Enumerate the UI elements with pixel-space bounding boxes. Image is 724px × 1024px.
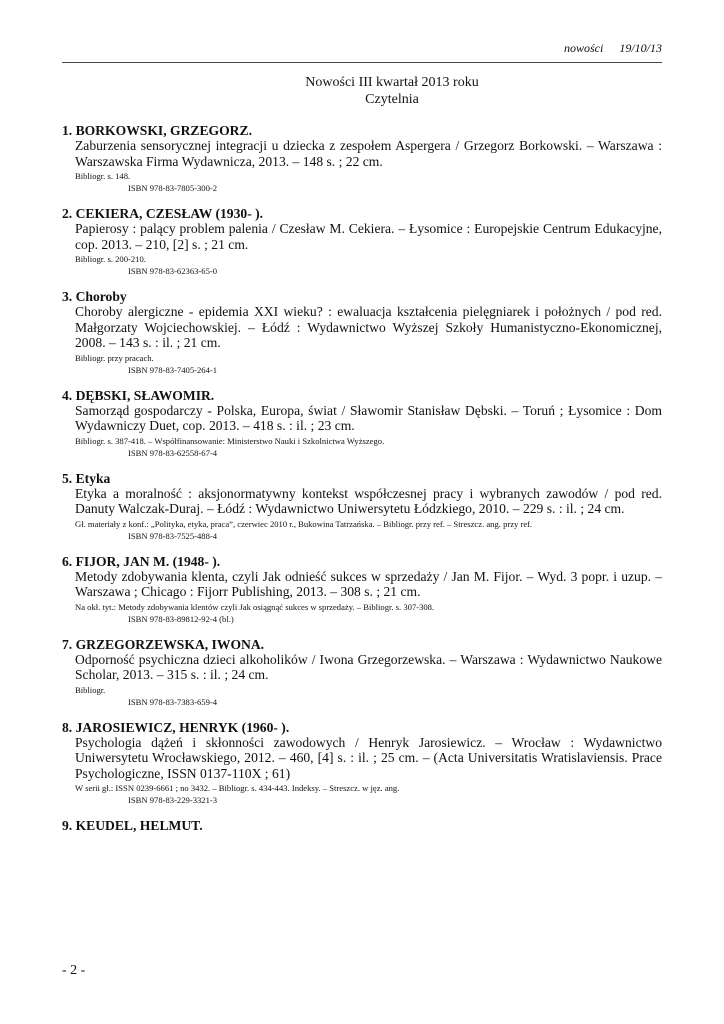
document-titles: [0, 74, 724, 108]
entry-description: Zaburzenia sensorycznej integracji u dziecka z zespołem Aspergera / Grzegorz Borkowski. – Warszawa : Warszawska Firma Wydawnicza, 2013. – 148 s. ; 22 cm.: [75, 138, 662, 169]
entry-isbn: ISBN 978-83-7383-659-4: [128, 696, 218, 707]
entry-isbn: ISBN 978-83-62363-65-0: [128, 266, 218, 276]
entry-heading: 1. BORKOWSKI, GRZEGORZ.: [62, 123, 252, 138]
entry-heading: 7. GRZEGORZEWSKA, IWONA.: [62, 636, 265, 652]
entry-description: Metody zdobywania klenta, czyli Jak odnieść sukces w sprzedaży / Jan M. Fijor. – Wyd. 3 popr. i uzup. – Warszawa ; Chicago : Fijorr Publishing, 2013. – 308 s. ; 21 cm.: [75, 568, 662, 599]
entry-description: Etyka a moralność : aksjonormatywny kontekst współczesnej pracy i wybranych zawodów / pod red. Danuty Walczak-Duraj. – Łódź : Wydawnictwo Uniwersytetu Łódzkiego, 2010. – 229 s. : il. ; 24 cm.: [75, 485, 662, 516]
entry-description: Psychologia dążeń i skłonności zawodowych / Henryk Jarosiewicz. – Wrocław : Wydawnictwo Uniwersytetu Wrocławskiego, 2012. – 460, [4] s. : il. ; 25 cm. – (Acta Universitatis Wratislaviensis. Prace Psychologiczne, ISSN 0137-110X ; 61): [75, 734, 662, 781]
entry-isbn: ISBN 978-83-7805-300-2: [128, 183, 218, 193]
header-rule: [62, 62, 662, 63]
entry-list: [62, 123, 662, 845]
list-item: [62, 720, 662, 807]
entry-description: Papierosy : palący problem palenia / Czesław M. Cekiera. – Łysomice : Europejskie Centrum Edukacyjne, cop. 2013. – 210, [2] s. ; 21 cm.: [75, 221, 662, 252]
entry-note: Bibliogr. s. 387-418. – Współfinansowanie: Ministerstwo Nauki i Szkolnictwa Wyższego.: [75, 435, 385, 446]
list-item: [62, 637, 662, 708]
entry-note: Bibliogr. przy pracach.: [75, 352, 154, 363]
list-item: [62, 289, 662, 376]
entry-heading: 8. JAROSIEWICZ, HENRYK (1960- ).: [62, 719, 290, 735]
entry-description: Samorząd gospodarczy - Polska, Europa, świat / Sławomir Stanisław Dębski. – Toruń ; Łysomice : Dom Wydawniczy Duet, cop. 2013. – 418 s. : il. ; 23 cm.: [75, 402, 662, 433]
entry-isbn: ISBN 978-83-7405-264-1: [128, 364, 218, 375]
entry-note: Gł. materiały z konf.: „Polityka, etyka, praca”, czerwiec 2010 r., Bukowina Tatrzańska. – Bibliogr. przy ref. – Streszcz. ang. przy ref.: [75, 518, 533, 529]
page-subtitle: Czytelnia: [365, 92, 419, 107]
entry-note: Bibliogr.: [75, 684, 106, 695]
list-item: [62, 818, 662, 833]
entry-heading: 4. DĘBSKI, SŁAWOMIR.: [62, 387, 215, 403]
entry-heading: 5. Etyka: [62, 470, 111, 486]
entry-note: Na okł. tyt.: Metody zdobywania klentów czyli Jak osiągnąć sukces w sprzedaży. – Bibliogr. s. 307-308.: [75, 601, 435, 612]
entry-isbn: ISBN 978-83-229-3321-3: [128, 795, 218, 805]
header-date: 19/10/13: [619, 41, 662, 55]
list-item: [62, 471, 662, 542]
running-header: [564, 41, 662, 56]
list-item: [62, 554, 662, 625]
header-label: nowości: [563, 41, 604, 55]
list-item: [62, 123, 662, 194]
entry-isbn: ISBN 978-83-62558-67-4: [128, 447, 218, 458]
entry-heading: 9. KEUDEL, HELMUT.: [62, 818, 203, 833]
list-item: [62, 206, 662, 277]
entry-heading: 3. Choroby: [62, 289, 127, 304]
entry-heading: 6. FIJOR, JAN M. (1948- ).: [62, 553, 221, 569]
entry-isbn: ISBN 978-83-7525-488-4: [128, 530, 218, 541]
entry-note: W serii gł.: ISSN 0239-6661 ; no 3432. – Bibliogr. s. 434-443. Indeksy. – Streszcz. w jęz. ang.: [75, 783, 400, 793]
entry-note: Bibliogr. s. 200-210.: [75, 254, 146, 264]
page-title: Nowości III kwartał 2013 roku: [305, 75, 479, 90]
page-number: - 2 -: [62, 963, 86, 978]
entry-isbn: ISBN 978-83-89812-92-4 (bl.): [128, 613, 234, 624]
entry-description: Odporność psychiczna dzieci alkoholików / Iwona Grzegorzewska. – Warszawa : Wydawnictwo Naukowe Scholar, 2013. – 315 s. : il. ; 24 cm.: [75, 651, 662, 682]
entry-description: Choroby alergiczne - epidemia XXI wieku? : ewaluacja kształcenia pielęgniarek i położnych / pod red. Małgorzaty Wojciechowskiej. – Łódź : Wydawnictwo Wyższej Szkoły Humanistyczno-Ekonomicznej, 2008. – 143 s. : il. ; 21 cm.: [75, 304, 662, 350]
entry-heading: 2. CEKIERA, CZESŁAW (1930- ).: [62, 206, 264, 221]
list-item: [62, 388, 662, 459]
entry-note: Bibliogr. s. 148.: [75, 171, 131, 181]
